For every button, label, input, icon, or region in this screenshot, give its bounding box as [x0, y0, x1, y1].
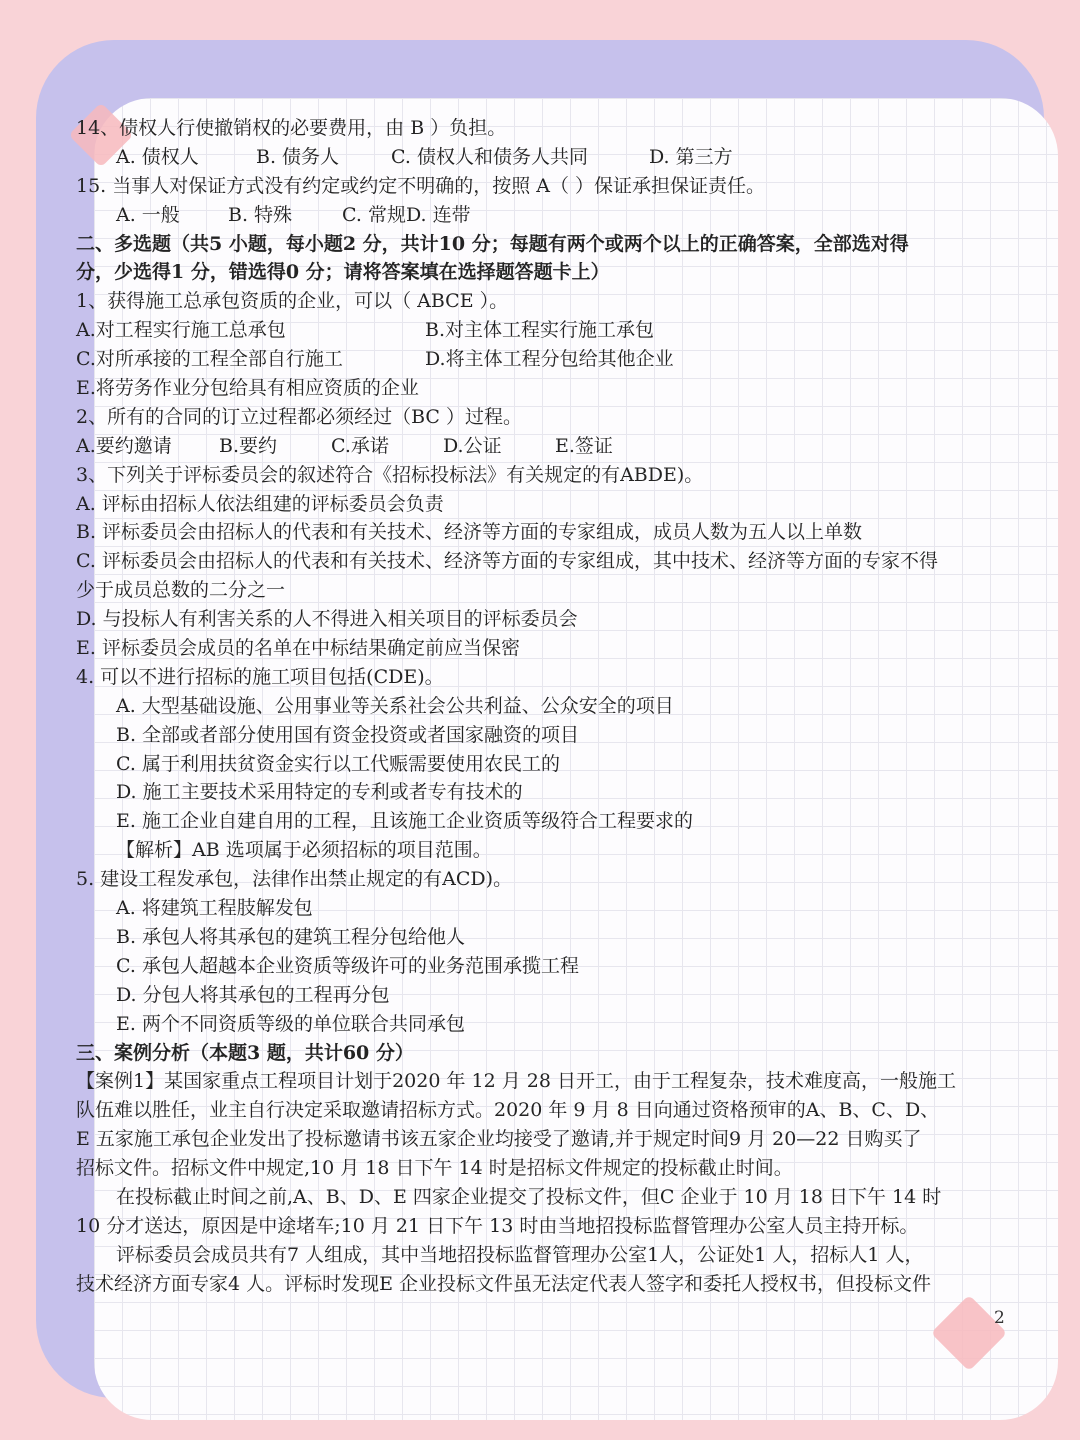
- option-item: C.对所承接的工程全部自行施工: [76, 348, 343, 371]
- text-line: 在投标截止时间之前,A、B、D、E 四家企业提交了投标文件，但C 企业于 10 月 18 日下午 14 时: [116, 1185, 942, 1208]
- text-line: 2、所有的合同的订立过程都必须经过（BC ）过程。: [76, 405, 522, 428]
- text-line: E. 评标委员会成员的名单在中标结果确定前应当保密: [76, 637, 520, 660]
- text-line: A. 大型基础设施、公用事业等关系社会公共利益、公众安全的项目: [116, 694, 674, 717]
- text-line: [76, 201, 1041, 230]
- option-item: A. 一般: [116, 203, 180, 226]
- text-line: 3、下列关于评标委员会的叙述符合《招标投标法》有关规定的有ABDE)。: [76, 463, 704, 486]
- option-item: A.要约邀请: [76, 434, 172, 457]
- text-line: B. 评标委员会由招标人的代表和有关技术、经济等方面的专家组成，成员人数为五人以上单数: [76, 521, 863, 544]
- text-line: D. 与投标人有利害关系的人不得进入相关项目的评标委员会: [76, 608, 578, 631]
- text-line: D. 分包人将其承包的工程再分包: [116, 983, 390, 1006]
- text-line: E 五家施工承包企业发出了投标邀请书该五家企业均接受了邀请,并于规定时间9 月 20—22 日购买了: [76, 1128, 922, 1151]
- text-line: 10 分才送达，原因是中途堵车;10 月 21 日下午 13 时由当地招投标监督管理办公室人员主持开标。: [76, 1214, 919, 1237]
- option-item: E.签证: [555, 434, 613, 457]
- text-line: B. 承包人将其承包的建筑工程分包给他人: [116, 925, 466, 948]
- text-line: 【案例1】某国家重点工程项目计划于2020 年 12 月 28 日开工，由于工程复杂，技术难度高，一般施工: [76, 1070, 956, 1093]
- option-item: B.要约: [219, 434, 278, 457]
- option-item: B. 债务人: [256, 145, 340, 168]
- text-line: 招标文件。招标文件中规定,10 月 18 日下午 14 时是招标文件规定的投标截止时间。: [76, 1157, 793, 1180]
- text-line: E.将劳务作业分包给具有相应资质的企业: [76, 377, 419, 400]
- option-item: A.对工程实行施工总承包: [76, 319, 286, 342]
- text-line: E. 施工企业自建自用的工程，且该施工企业资质等级符合工程要求的: [116, 810, 693, 833]
- option-item: B. 特殊: [228, 203, 293, 226]
- text-line: 技术经济方面专家4 人。评标时发现E 企业投标文件虽无法定代表人签字和委托人授权书，但投标文件: [76, 1272, 932, 1295]
- text-line: 【解析】AB 选项属于必须招标的项目范围。: [116, 839, 492, 862]
- text-line: C. 属于利用扶贫资金实行以工代赈需要使用农民工的: [116, 752, 560, 775]
- text-line: [76, 432, 1041, 461]
- text-line: 二、多选题（共5 小题，每小题2 分，共计10 分；每题有两个或两个以上的正确答案，全部选对得: [76, 232, 909, 255]
- text-line: [76, 143, 1041, 172]
- text-line: [76, 345, 1041, 374]
- text-line: 少于成员总数的二分之一: [76, 579, 286, 602]
- text-line: [76, 316, 1041, 345]
- option-item: D. 第三方: [649, 145, 733, 168]
- text-line: 4. 可以不进行招标的施工项目包括(CDE)。: [76, 665, 444, 688]
- text-line: B. 全部或者部分使用国有资金投资或者国家融资的项目: [116, 723, 580, 746]
- page-number: 2: [994, 1308, 1005, 1328]
- text-line: D. 施工主要技术采用特定的专利或者专有技术的: [116, 781, 523, 804]
- text-line: 三、案例分析（本题3 题，共计60 分）: [76, 1041, 414, 1064]
- option-item: A. 债权人: [116, 145, 199, 168]
- text-line: 5. 建设工程发承包，法律作出禁止规定的有ACD)。: [76, 868, 513, 891]
- text-line: E. 两个不同资质等级的单位联合共同承包: [116, 1012, 465, 1035]
- text-line: 分，少选得1 分，错选得0 分；请将答案填在选择题答题卡上）: [76, 261, 610, 284]
- option-item: D.公证: [443, 434, 502, 457]
- option-item: D.将主体工程分包给其他企业: [425, 348, 674, 371]
- document-body: [76, 114, 1041, 1299]
- option-item: C. 债权人和债务人共同: [391, 145, 588, 168]
- text-line: C. 评标委员会由招标人的代表和有关技术、经济等方面的专家组成，其中技术、经济等方面的专家不得: [76, 550, 938, 573]
- text-line: 15. 当事人对保证方式没有约定或约定不明确的，按照 A（ ）保证承担保证责任。: [76, 174, 766, 197]
- option-item: C.承诺: [331, 434, 389, 457]
- text-line: A. 将建筑工程肢解发包: [116, 897, 313, 920]
- option-item: C. 常规D. 连带: [342, 203, 471, 226]
- text-line: 1、获得施工总承包资质的企业，可以（ ABCE ）。: [76, 290, 509, 313]
- text-line: 队伍难以胜任，业主自行决定采取邀请招标方式。2020 年 9 月 8 日向通过资格预审的A、B、C、D、: [76, 1099, 940, 1122]
- text-line: 14、债权人行使撤销权的必要费用，由 B ）负担。: [76, 117, 507, 139]
- text-line: A. 评标由招标人依法组建的评标委员会负责: [76, 492, 444, 515]
- option-item: B.对主体工程实行施工承包: [425, 319, 655, 342]
- text-line: 评标委员会成员共有7 人组成，其中当地招投标监督管理办公室1人，公证处1 人，招标人1 人，: [116, 1243, 924, 1266]
- text-line: C. 承包人超越本企业资质等级许可的业务范围承揽工程: [116, 954, 579, 977]
